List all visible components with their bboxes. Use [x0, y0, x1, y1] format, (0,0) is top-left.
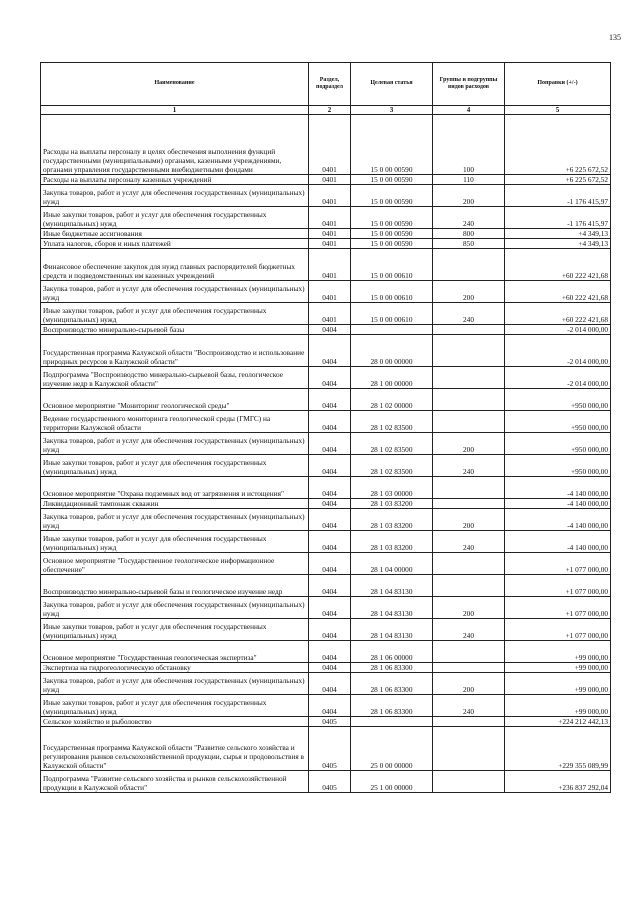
cell-section: 0404 — [309, 499, 351, 509]
cell-name: Ведение государственного мониторинга геологической среды (ГМГС) на территории Калужской области — [41, 411, 309, 433]
table-row — [41, 663, 611, 673]
cell-group — [433, 717, 505, 727]
cell-target: 15 0 00 00590 — [351, 115, 433, 175]
cell-target: 25 0 00 00000 — [351, 727, 433, 771]
cell-amount: -2 014 000,00 — [505, 335, 611, 367]
cell-group: 240 — [433, 531, 505, 553]
cell-amount: +950 000,00 — [505, 411, 611, 433]
table-row — [41, 477, 611, 499]
column-number: 1 — [41, 106, 309, 115]
cell-amount: -1 176 415,97 — [505, 185, 611, 207]
table-row — [41, 695, 611, 717]
cell-group: 200 — [433, 185, 505, 207]
cell-section: 0404 — [309, 673, 351, 695]
cell-group — [433, 325, 505, 335]
cell-name: Закупка товаров, работ и услуг для обеспечения государственных (муниципальных) нужд — [41, 185, 309, 207]
cell-target — [351, 325, 433, 335]
table-row — [41, 239, 611, 249]
cell-amount: +950 000,00 — [505, 455, 611, 477]
header-amendments: Поправки (+/-) — [505, 63, 611, 106]
table-row — [41, 433, 611, 455]
cell-name: Основное мероприятие "Государственная геологическая экспертиза" — [41, 641, 309, 663]
budget-amendments-table — [40, 62, 611, 793]
cell-target: 28 1 02 83500 — [351, 411, 433, 433]
cell-target: 28 1 03 83200 — [351, 531, 433, 553]
cell-group — [433, 249, 505, 281]
cell-name: Финансовое обеспечение закупок для нужд главных распорядителей бюджетных средств и подведомственных им казенных учреждений — [41, 249, 309, 281]
cell-amount: +60 222 421,68 — [505, 303, 611, 325]
cell-section: 0404 — [309, 509, 351, 531]
cell-section: 0404 — [309, 553, 351, 575]
cell-section: 0404 — [309, 389, 351, 411]
table-row — [41, 673, 611, 695]
cell-target — [351, 717, 433, 727]
cell-amount: +1 077 000,00 — [505, 597, 611, 619]
table-row — [41, 455, 611, 477]
cell-section: 0404 — [309, 325, 351, 335]
cell-section: 0401 — [309, 281, 351, 303]
cell-target: 28 1 06 00000 — [351, 641, 433, 663]
table-row — [41, 367, 611, 389]
cell-amount: +6 225 672,52 — [505, 115, 611, 175]
table-row — [41, 771, 611, 793]
column-number: 4 — [433, 106, 505, 115]
cell-group: 200 — [433, 597, 505, 619]
cell-amount: +99 000,00 — [505, 641, 611, 663]
cell-name: Экспертиза на гидрогеологическую обстановку — [41, 663, 309, 673]
cell-amount: +6 225 672,52 — [505, 175, 611, 185]
cell-group: 200 — [433, 281, 505, 303]
table-row — [41, 717, 611, 727]
cell-section: 0401 — [309, 239, 351, 249]
table-row — [41, 281, 611, 303]
cell-target: 28 1 03 00000 — [351, 477, 433, 499]
cell-section: 0404 — [309, 477, 351, 499]
cell-target: 28 1 04 00000 — [351, 553, 433, 575]
cell-amount: +60 222 421,68 — [505, 281, 611, 303]
cell-amount: -4 140 000,00 — [505, 499, 611, 509]
cell-target: 15 0 00 00590 — [351, 185, 433, 207]
cell-name: Ликвидационный тампонаж скважин — [41, 499, 309, 509]
cell-target: 28 1 06 83300 — [351, 663, 433, 673]
cell-amount: +99 000,00 — [505, 673, 611, 695]
header-name: Наименование — [41, 63, 309, 106]
cell-name: Воспроизводство минерально-сырьевой базы — [41, 325, 309, 335]
table-row — [41, 389, 611, 411]
cell-name: Государственная программа Калужской области "Развитие сельского хозяйства и регулирования рынков сельскохозяйственной продукции, сырья и продовольствия в Калужской области" — [41, 727, 309, 771]
table-row — [41, 229, 611, 239]
cell-name: Иные закупки товаров, работ и услуг для обеспечения государственных (муниципальных) нужд — [41, 455, 309, 477]
cell-section: 0404 — [309, 663, 351, 673]
column-number-row — [41, 106, 611, 115]
cell-amount: +950 000,00 — [505, 389, 611, 411]
cell-group — [433, 335, 505, 367]
cell-name: Уплата налогов, сборов и иных платежей — [41, 239, 309, 249]
cell-target: 28 1 06 83300 — [351, 673, 433, 695]
cell-section: 0404 — [309, 641, 351, 663]
column-number: 2 — [309, 106, 351, 115]
cell-name: Подпрограмма "Воспроизводство минерально-сырьевой базы, геологическое изучение недр в Калужской области" — [41, 367, 309, 389]
cell-name: Иные бюджетные ассигнования — [41, 229, 309, 239]
cell-group — [433, 663, 505, 673]
cell-section: 0405 — [309, 771, 351, 793]
cell-section: 0401 — [309, 303, 351, 325]
cell-section: 0404 — [309, 575, 351, 597]
cell-group — [433, 771, 505, 793]
table-row — [41, 499, 611, 509]
cell-target: 15 0 00 00610 — [351, 281, 433, 303]
cell-amount: +950 000,00 — [505, 433, 611, 455]
cell-target: 28 1 03 83200 — [351, 499, 433, 509]
table-row — [41, 727, 611, 771]
cell-target: 25 1 00 00000 — [351, 771, 433, 793]
cell-name: Воспроизводство минерально-сырьевой базы и геологическое изучение недр — [41, 575, 309, 597]
cell-target: 15 0 00 00590 — [351, 207, 433, 229]
table-row — [41, 509, 611, 531]
cell-section: 0404 — [309, 411, 351, 433]
cell-section: 0404 — [309, 433, 351, 455]
table-row — [41, 619, 611, 641]
column-number: 5 — [505, 106, 611, 115]
header-section: Раздел, подраздел — [309, 63, 351, 106]
cell-section: 0401 — [309, 249, 351, 281]
cell-amount: +1 077 000,00 — [505, 575, 611, 597]
cell-section: 0405 — [309, 717, 351, 727]
cell-name: Сельское хозяйство и рыболовство — [41, 717, 309, 727]
table-row — [41, 303, 611, 325]
cell-group: 240 — [433, 303, 505, 325]
cell-section: 0404 — [309, 335, 351, 367]
cell-target: 15 0 00 00590 — [351, 175, 433, 185]
cell-group — [433, 641, 505, 663]
cell-group — [433, 477, 505, 499]
cell-name: Закупка товаров, работ и услуг для обеспечения государственных (муниципальных) нужд — [41, 281, 309, 303]
page-number: 135 — [609, 33, 621, 42]
cell-name: Основное мероприятие "Государственное геологическое информационное обеспечение" — [41, 553, 309, 575]
table-row — [41, 641, 611, 663]
cell-target: 28 1 04 83130 — [351, 619, 433, 641]
header-target: Целевая статья — [351, 63, 433, 106]
table-row — [41, 531, 611, 553]
cell-amount: +4 349,13 — [505, 239, 611, 249]
cell-section: 0401 — [309, 229, 351, 239]
cell-section: 0401 — [309, 207, 351, 229]
cell-section: 0404 — [309, 455, 351, 477]
cell-group — [433, 411, 505, 433]
cell-group: 240 — [433, 455, 505, 477]
cell-name: Иные закупки товаров, работ и услуг для обеспечения государственных (муниципальных) нужд — [41, 303, 309, 325]
cell-name: Закупка товаров, работ и услуг для обеспечения государственных (муниципальных) нужд — [41, 509, 309, 531]
cell-amount: +229 355 089,99 — [505, 727, 611, 771]
cell-group: 200 — [433, 509, 505, 531]
table-row — [41, 207, 611, 229]
cell-target: 15 0 00 00610 — [351, 303, 433, 325]
cell-section: 0404 — [309, 531, 351, 553]
cell-amount: -4 140 000,00 — [505, 531, 611, 553]
cell-group: 240 — [433, 207, 505, 229]
column-number: 3 — [351, 106, 433, 115]
cell-target: 15 0 00 00610 — [351, 249, 433, 281]
table-row — [41, 597, 611, 619]
cell-name: Закупка товаров, работ и услуг для обеспечения государственных (муниципальных) нужд — [41, 597, 309, 619]
cell-target: 28 1 00 00000 — [351, 367, 433, 389]
cell-section: 0401 — [309, 175, 351, 185]
cell-section: 0401 — [309, 185, 351, 207]
cell-name: Государственная программа Калужской области "Воспроизводство и использование природных ресурсов в Калужской области" — [41, 335, 309, 367]
cell-target: 28 1 02 00000 — [351, 389, 433, 411]
cell-name: Подпрограмма "Развитие сельского хозяйства и рынков сельскохозяйственной продукции в Калужской области" — [41, 771, 309, 793]
cell-target: 28 1 04 83130 — [351, 575, 433, 597]
cell-group: 110 — [433, 175, 505, 185]
cell-group: 200 — [433, 673, 505, 695]
cell-section: 0404 — [309, 695, 351, 717]
cell-amount: +60 222 421,68 — [505, 249, 611, 281]
cell-amount: +1 077 000,00 — [505, 619, 611, 641]
cell-group: 240 — [433, 619, 505, 641]
table-row — [41, 115, 611, 175]
table-row — [41, 575, 611, 597]
cell-group: 200 — [433, 433, 505, 455]
cell-target: 28 1 02 83500 — [351, 455, 433, 477]
cell-section: 0401 — [309, 115, 351, 175]
cell-target: 28 1 02 83500 — [351, 433, 433, 455]
cell-name: Основное мероприятие "Мониторинг геологической среды" — [41, 389, 309, 411]
cell-group: 800 — [433, 229, 505, 239]
cell-group — [433, 575, 505, 597]
cell-group: 100 — [433, 115, 505, 175]
cell-name: Закупка товаров, работ и услуг для обеспечения государственных (муниципальных) нужд — [41, 673, 309, 695]
table-row — [41, 411, 611, 433]
cell-section: 0404 — [309, 367, 351, 389]
cell-amount: -4 140 000,00 — [505, 509, 611, 531]
header-row — [41, 63, 611, 106]
cell-amount: -1 176 415,97 — [505, 207, 611, 229]
cell-name: Расходы на выплаты персоналу казенных учреждений — [41, 175, 309, 185]
cell-amount: +1 077 000,00 — [505, 553, 611, 575]
table-row — [41, 335, 611, 367]
cell-amount: -4 140 000,00 — [505, 477, 611, 499]
cell-target: 28 0 00 00000 — [351, 335, 433, 367]
cell-name: Иные закупки товаров, работ и услуг для обеспечения государственных (муниципальных) нужд — [41, 619, 309, 641]
cell-name: Закупка товаров, работ и услуг для обеспечения государственных (муниципальных) нужд — [41, 433, 309, 455]
table-row — [41, 249, 611, 281]
cell-amount: +224 212 442,13 — [505, 717, 611, 727]
cell-amount: -2 014 000,00 — [505, 367, 611, 389]
cell-section: 0404 — [309, 619, 351, 641]
cell-group — [433, 553, 505, 575]
cell-amount: +4 349,13 — [505, 229, 611, 239]
table-row — [41, 553, 611, 575]
cell-group: 240 — [433, 695, 505, 717]
cell-name: Иные закупки товаров, работ и услуг для обеспечения государственных (муниципальных) нужд — [41, 207, 309, 229]
table-row — [41, 175, 611, 185]
cell-amount: +99 000,00 — [505, 695, 611, 717]
cell-group — [433, 727, 505, 771]
cell-amount: +99 000,00 — [505, 663, 611, 673]
cell-name: Основное мероприятие "Охрана подземных вод от загрязнения и истощения" — [41, 477, 309, 499]
cell-target: 28 1 06 83300 — [351, 695, 433, 717]
cell-name: Иные закупки товаров, работ и услуг для обеспечения государственных (муниципальных) нужд — [41, 695, 309, 717]
table-row — [41, 325, 611, 335]
cell-amount: -2 014 000,00 — [505, 325, 611, 335]
cell-group — [433, 389, 505, 411]
cell-group: 850 — [433, 239, 505, 249]
cell-amount: +236 837 292,04 — [505, 771, 611, 793]
cell-name: Расходы на выплаты персоналу в целях обеспечения выполнения функций государственными (муниципальными) органами, казенными учреждениями, органами управления государственными внебюджетными фондами — [41, 115, 309, 175]
header-groups: Группы и подгруппы видов расходов — [433, 63, 505, 106]
cell-group — [433, 367, 505, 389]
cell-target: 28 1 04 83130 — [351, 597, 433, 619]
cell-target: 15 0 00 00590 — [351, 229, 433, 239]
cell-target: 15 0 00 00590 — [351, 239, 433, 249]
cell-section: 0404 — [309, 597, 351, 619]
cell-section: 0405 — [309, 727, 351, 771]
table-row — [41, 185, 611, 207]
cell-name: Иные закупки товаров, работ и услуг для обеспечения государственных (муниципальных) нужд — [41, 531, 309, 553]
cell-group — [433, 499, 505, 509]
cell-target: 28 1 03 83200 — [351, 509, 433, 531]
